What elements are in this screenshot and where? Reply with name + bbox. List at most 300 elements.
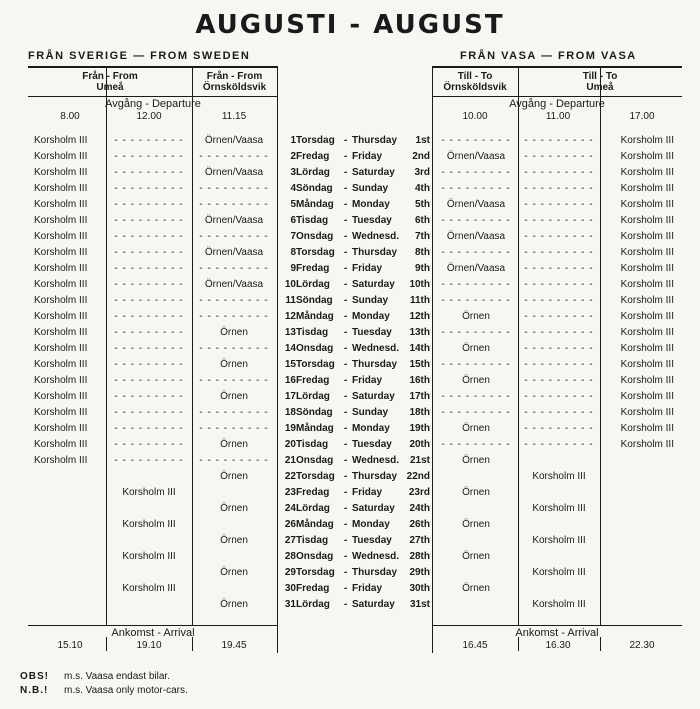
day-ordinal: 6th xyxy=(415,215,430,226)
cell-umea-in-11: - - - - - - - - - xyxy=(524,311,594,322)
table-row xyxy=(0,502,700,518)
day-ordinal: 7th xyxy=(415,231,430,242)
cell-ornsk-in: Örnen xyxy=(462,375,490,386)
table-row xyxy=(0,342,700,358)
cell-umea-in-11: Korsholm III xyxy=(532,567,586,578)
cell-ornsk-out: - - - - - - - - - xyxy=(199,151,269,162)
day-ordinal: 9th xyxy=(415,263,430,274)
day-ordinal: 30th xyxy=(409,583,430,594)
day-ordinal: 16th xyxy=(409,375,430,386)
cell-umea-out: Korsholm III xyxy=(34,327,88,338)
cell-umea-in-11: - - - - - - - - - xyxy=(524,439,594,450)
table-row xyxy=(0,310,700,326)
cell-ornsk-in: Örnen xyxy=(462,487,490,498)
day-name-en: Sunday xyxy=(352,407,389,418)
cell-ornsk-out: - - - - - - - - - xyxy=(199,375,269,386)
cell-ornsk-out: Örnen xyxy=(220,503,248,514)
day-ordinal: 5th xyxy=(415,199,430,210)
cell-ornsk-in: - - - - - - - - - xyxy=(441,391,511,402)
cell-umea-in-11: Korsholm III xyxy=(532,471,586,482)
left-time-1: 8.00 xyxy=(60,111,80,122)
day-separator: - xyxy=(344,487,348,498)
day-ordinal: 18th xyxy=(409,407,430,418)
cell-umea-out: Korsholm III xyxy=(34,311,88,322)
day-name-en: Thursday xyxy=(352,135,398,146)
cell-umea-out: Korsholm III xyxy=(34,391,88,402)
day-separator: - xyxy=(344,407,348,418)
day-name-en: Wednesd. xyxy=(352,231,400,242)
day-name-sv: Fredag xyxy=(296,375,330,386)
day-separator: - xyxy=(344,583,348,594)
cell-umea-in-11: - - - - - - - - - xyxy=(524,215,594,226)
table-row xyxy=(0,134,700,150)
day-name-en: Friday xyxy=(352,151,383,162)
cell-umea-in-11: - - - - - - - - - xyxy=(524,199,594,210)
left-header-ornskoldsvik: Från - From Örnsköldsvik xyxy=(202,71,267,93)
day-number: 5 xyxy=(290,199,296,210)
table-row xyxy=(0,358,700,374)
cell-umea-out-12: - - - - - - - - - xyxy=(114,343,184,354)
right-header-rule xyxy=(432,96,682,97)
day-name-sv: Torsdag xyxy=(296,247,335,258)
right-bottom-rule xyxy=(432,625,682,626)
day-name-sv: Lördag xyxy=(296,167,330,178)
table-row xyxy=(0,566,700,582)
day-name-en: Saturday xyxy=(352,279,395,290)
day-name-en: Friday xyxy=(352,487,383,498)
day-ordinal: 15th xyxy=(409,359,430,370)
cell-ornsk-in: - - - - - - - - - xyxy=(441,247,511,258)
cell-umea-in-11: - - - - - - - - - xyxy=(524,423,594,434)
day-name-sv: Söndag xyxy=(296,407,333,418)
cell-ornsk-in: - - - - - - - - - xyxy=(441,279,511,290)
cell-umea-out: Korsholm III xyxy=(34,151,88,162)
day-name-sv: Onsdag xyxy=(296,343,334,354)
day-name-en: Wednesd. xyxy=(352,343,400,354)
table-row xyxy=(0,582,700,598)
day-name-sv: Lördag xyxy=(296,391,330,402)
day-number: 24 xyxy=(284,503,296,514)
day-separator: - xyxy=(344,135,348,146)
cell-ornsk-out: Örnen xyxy=(220,391,248,402)
day-name-sv: Tisdag xyxy=(296,215,329,226)
cell-ornsk-out: Örnen xyxy=(220,327,248,338)
day-number: 26 xyxy=(284,519,296,530)
cell-umea-in-11: - - - - - - - - - xyxy=(524,343,594,354)
day-number: 1 xyxy=(290,135,296,146)
day-separator: - xyxy=(344,231,348,242)
cell-umea-in-17: Korsholm III xyxy=(620,263,674,274)
day-separator: - xyxy=(344,439,348,450)
cell-ornsk-in: - - - - - - - - - xyxy=(441,359,511,370)
day-ordinal: 4th xyxy=(415,183,430,194)
cell-umea-in-17: Korsholm III xyxy=(620,183,674,194)
day-separator: - xyxy=(344,423,348,434)
day-separator: - xyxy=(344,391,348,402)
cell-ornsk-out: - - - - - - - - - xyxy=(199,183,269,194)
table-row xyxy=(0,326,700,342)
day-name-en: Friday xyxy=(352,375,383,386)
day-name-sv: Tisdag xyxy=(296,327,329,338)
day-name-sv: Onsdag xyxy=(296,231,334,242)
day-separator: - xyxy=(344,503,348,514)
day-name-sv: Fredag xyxy=(296,263,330,274)
table-row xyxy=(0,294,700,310)
day-number: 21 xyxy=(284,455,296,466)
table-row xyxy=(0,598,700,614)
cell-umea-out: Korsholm III xyxy=(34,295,88,306)
day-name-sv: Måndag xyxy=(296,311,334,322)
cell-ornsk-out: Örnen xyxy=(220,439,248,450)
cell-umea-out-12: - - - - - - - - - xyxy=(114,263,184,274)
day-separator: - xyxy=(344,183,348,194)
right-arrival-1: 16.45 xyxy=(462,640,488,651)
cell-umea-out: Korsholm III xyxy=(34,215,88,226)
cell-ornsk-out: - - - - - - - - - xyxy=(199,423,269,434)
cell-umea-out-12: - - - - - - - - - xyxy=(114,423,184,434)
table-row xyxy=(0,438,700,454)
day-number: 11 xyxy=(285,295,296,306)
cell-umea-in-11: Korsholm III xyxy=(532,503,586,514)
day-ordinal: 27th xyxy=(409,535,430,546)
right-arrival-3: 22.30 xyxy=(629,640,655,651)
cell-ornsk-out: - - - - - - - - - xyxy=(199,295,269,306)
cell-ornsk-out: Örnen xyxy=(220,567,248,578)
day-separator: - xyxy=(344,199,348,210)
cell-ornsk-in: Örnen xyxy=(462,583,490,594)
cell-umea-out-12: - - - - - - - - - xyxy=(114,375,184,386)
cell-umea-out: Korsholm III xyxy=(34,343,88,354)
day-name-sv: Torsdag xyxy=(296,567,335,578)
cell-umea-out: Korsholm III xyxy=(34,455,88,466)
cell-umea-in-11: - - - - - - - - - xyxy=(524,247,594,258)
table-row xyxy=(0,486,700,502)
day-name-sv: Lördag xyxy=(296,279,330,290)
right-header-ornskoldsvik: Till - To Örnsköldsvik xyxy=(443,71,507,93)
day-number: 15 xyxy=(284,359,296,370)
day-name-en: Thursday xyxy=(352,471,398,482)
cell-ornsk-in: - - - - - - - - - xyxy=(441,439,511,450)
cell-ornsk-in: - - - - - - - - - xyxy=(441,295,511,306)
table-row xyxy=(0,534,700,550)
cell-umea-in-17: Korsholm III xyxy=(620,215,674,226)
day-separator: - xyxy=(344,471,348,482)
cell-umea-in-11: - - - - - - - - - xyxy=(524,167,594,178)
cell-ornsk-out: Örnen/Vaasa xyxy=(204,279,264,290)
left-top-rule xyxy=(28,66,278,68)
day-name-sv: Fredag xyxy=(296,151,330,162)
day-separator: - xyxy=(344,247,348,258)
day-ordinal: 14th xyxy=(409,343,430,354)
day-number: 12 xyxy=(284,311,296,322)
cell-umea-out-12: - - - - - - - - - xyxy=(114,407,184,418)
day-name-sv: Lördag xyxy=(296,599,330,610)
cell-umea-in-17: Korsholm III xyxy=(620,439,674,450)
cell-ornsk-in: - - - - - - - - - xyxy=(441,215,511,226)
day-ordinal: 21st xyxy=(409,455,430,466)
cell-umea-in-11: - - - - - - - - - xyxy=(524,151,594,162)
cell-ornsk-in: Örnen xyxy=(462,311,490,322)
cell-umea-in-11: - - - - - - - - - xyxy=(524,231,594,242)
day-ordinal: 2nd xyxy=(412,151,430,162)
day-number: 22 xyxy=(284,471,296,482)
right-header-umea: Till - To Umeå xyxy=(582,71,618,93)
cell-ornsk-in: Örnen/Vaasa xyxy=(446,199,506,210)
day-name-en: Saturday xyxy=(352,599,395,610)
right-arr-tick-2 xyxy=(600,637,601,651)
day-name-en: Monday xyxy=(352,199,390,210)
day-ordinal: 11th xyxy=(409,295,430,306)
left-arr-tick-1 xyxy=(106,637,107,651)
cell-umea-out-12: - - - - - - - - - xyxy=(114,231,184,242)
table-row xyxy=(0,182,700,198)
day-name-en: Thursday xyxy=(352,359,398,370)
day-name-en: Wednesd. xyxy=(352,551,400,562)
day-name-en: Tuesday xyxy=(352,327,392,338)
cell-umea-out: Korsholm III xyxy=(34,167,88,178)
right-arr-tick-1 xyxy=(518,637,519,651)
day-name-sv: Onsdag xyxy=(296,551,334,562)
right-top-rule xyxy=(432,66,682,68)
day-name-en: Saturday xyxy=(352,503,395,514)
day-separator: - xyxy=(344,215,348,226)
cell-umea-in-11: - - - - - - - - - xyxy=(524,135,594,146)
cell-umea-out: Korsholm III xyxy=(34,135,88,146)
day-number: 19 xyxy=(284,423,296,434)
day-name-sv: Torsdag xyxy=(296,471,335,482)
day-number: 6 xyxy=(290,215,296,226)
day-name-en: Friday xyxy=(352,263,383,274)
day-name-en: Sunday xyxy=(352,295,389,306)
day-name-en: Tuesday xyxy=(352,215,392,226)
day-name-sv: Lördag xyxy=(296,503,330,514)
left-arrival-1: 15.10 xyxy=(57,640,83,651)
cell-umea-in-17: Korsholm III xyxy=(620,199,674,210)
day-name-en: Monday xyxy=(352,519,390,530)
day-separator: - xyxy=(344,263,348,274)
right-section-label: FRÅN VASA — FROM VASA xyxy=(460,50,637,62)
left-header-umea: Från - From Umeå xyxy=(82,71,138,93)
day-separator: - xyxy=(344,599,348,610)
cell-umea-out-12: Korsholm III xyxy=(122,551,176,562)
day-name-sv: Fredag xyxy=(296,583,330,594)
day-name-sv: Torsdag xyxy=(296,135,335,146)
day-ordinal: 3rd xyxy=(414,167,430,178)
left-arr-tick-2 xyxy=(192,637,193,651)
cell-umea-out-12: - - - - - - - - - xyxy=(114,439,184,450)
day-separator: - xyxy=(344,519,348,530)
day-number: 17 xyxy=(284,391,296,402)
left-time-3: 11.15 xyxy=(221,111,247,122)
day-separator: - xyxy=(344,311,348,322)
day-name-en: Monday xyxy=(352,423,390,434)
right-departure-label: Avgång - Departure xyxy=(509,98,605,110)
cell-umea-out: Korsholm III xyxy=(34,199,88,210)
cell-ornsk-out: - - - - - - - - - xyxy=(199,263,269,274)
day-ordinal: 26th xyxy=(409,519,430,530)
day-name-en: Monday xyxy=(352,311,390,322)
table-row xyxy=(0,262,700,278)
cell-umea-out: Korsholm III xyxy=(34,279,88,290)
day-number: 9 xyxy=(290,263,296,274)
cell-umea-in-17: Korsholm III xyxy=(620,359,674,370)
cell-umea-out-12: - - - - - - - - - xyxy=(114,215,184,226)
day-separator: - xyxy=(344,151,348,162)
day-name-sv: Måndag xyxy=(296,199,334,210)
day-number: 27 xyxy=(284,535,296,546)
cell-ornsk-in: Örnen xyxy=(462,455,490,466)
cell-umea-out-12: - - - - - - - - - xyxy=(114,183,184,194)
cell-umea-in-17: Korsholm III xyxy=(620,279,674,290)
cell-umea-out-12: - - - - - - - - - xyxy=(114,279,184,290)
day-separator: - xyxy=(344,327,348,338)
cell-ornsk-in: Örnen xyxy=(462,343,490,354)
day-separator: - xyxy=(344,279,348,290)
cell-ornsk-in: Örnen xyxy=(462,423,490,434)
cell-umea-out: Korsholm III xyxy=(34,439,88,450)
cell-umea-out: Korsholm III xyxy=(34,247,88,258)
cell-umea-out: Korsholm III xyxy=(34,183,88,194)
day-ordinal: 1st xyxy=(415,135,430,146)
cell-umea-in-17: Korsholm III xyxy=(620,343,674,354)
day-ordinal: 29th xyxy=(409,567,430,578)
day-ordinal: 12th xyxy=(409,311,430,322)
day-name-sv: Måndag xyxy=(296,423,334,434)
day-separator: - xyxy=(344,167,348,178)
day-name-en: Saturday xyxy=(352,391,395,402)
cell-ornsk-out: Örnen xyxy=(220,359,248,370)
cell-umea-in-11: - - - - - - - - - xyxy=(524,407,594,418)
table-row xyxy=(0,166,700,182)
day-name-sv: Söndag xyxy=(296,295,333,306)
day-number: 2 xyxy=(290,151,296,162)
cell-umea-out-12: - - - - - - - - - xyxy=(114,359,184,370)
right-time-3: 17.00 xyxy=(629,111,655,122)
day-ordinal: 10th xyxy=(409,279,430,290)
right-time-1: 10.00 xyxy=(462,111,488,122)
left-time-2: 12.00 xyxy=(136,111,162,122)
day-name-en: Saturday xyxy=(352,167,395,178)
cell-umea-out: Korsholm III xyxy=(34,231,88,242)
day-number: 31 xyxy=(284,599,296,610)
cell-ornsk-in: Örnen xyxy=(462,551,490,562)
page-title: AUGUSTI - AUGUST xyxy=(195,10,505,40)
day-number: 16 xyxy=(284,375,296,386)
day-name-en: Friday xyxy=(352,583,383,594)
day-name-sv: Torsdag xyxy=(296,359,335,370)
day-name-en: Thursday xyxy=(352,247,398,258)
day-ordinal: 20th xyxy=(409,439,430,450)
cell-umea-in-11: Korsholm III xyxy=(532,535,586,546)
cell-umea-in-11: - - - - - - - - - xyxy=(524,327,594,338)
day-separator: - xyxy=(344,295,348,306)
left-header-rule xyxy=(28,96,278,97)
day-name-sv: Fredag xyxy=(296,487,330,498)
table-row xyxy=(0,150,700,166)
table-row xyxy=(0,278,700,294)
day-name-en: Wednesd. xyxy=(352,455,400,466)
left-arrival-label: Ankomst - Arrival xyxy=(111,627,195,639)
cell-umea-out-12: - - - - - - - - - xyxy=(114,199,184,210)
cell-umea-in-17: Korsholm III xyxy=(620,295,674,306)
cell-umea-out-12: - - - - - - - - - xyxy=(114,295,184,306)
day-ordinal: 22nd xyxy=(406,471,430,482)
cell-umea-in-17: Korsholm III xyxy=(620,135,674,146)
cell-ornsk-in: - - - - - - - - - xyxy=(441,135,511,146)
cell-umea-in-17: Korsholm III xyxy=(620,167,674,178)
cell-umea-out: Korsholm III xyxy=(34,375,88,386)
cell-umea-out-12: - - - - - - - - - xyxy=(114,455,184,466)
day-name-sv: Söndag xyxy=(296,183,333,194)
right-time-2: 11.00 xyxy=(545,111,571,122)
cell-umea-out: Korsholm III xyxy=(34,423,88,434)
table-row xyxy=(0,550,700,566)
day-name-sv: Tisdag xyxy=(296,439,329,450)
cell-umea-in-11: - - - - - - - - - xyxy=(524,183,594,194)
day-ordinal: 8th xyxy=(415,247,430,258)
table-row xyxy=(0,454,700,470)
cell-umea-in-11: - - - - - - - - - xyxy=(524,359,594,370)
day-name-sv: Onsdag xyxy=(296,455,334,466)
day-number: 23 xyxy=(284,487,296,498)
cell-ornsk-out: Örnen xyxy=(220,599,248,610)
table-row xyxy=(0,390,700,406)
day-name-en: Thursday xyxy=(352,567,398,578)
table-row xyxy=(0,198,700,214)
cell-ornsk-out: - - - - - - - - - xyxy=(199,199,269,210)
day-name-en: Tuesday xyxy=(352,535,392,546)
cell-umea-out-12: - - - - - - - - - xyxy=(114,151,184,162)
right-arrival-2: 16.30 xyxy=(545,640,571,651)
day-number: 14 xyxy=(284,343,296,354)
day-ordinal: 28th xyxy=(409,551,430,562)
cell-umea-in-17: Korsholm III xyxy=(620,375,674,386)
day-separator: - xyxy=(344,375,348,386)
day-separator: - xyxy=(344,551,348,562)
cell-umea-in-11: Korsholm III xyxy=(532,599,586,610)
cell-ornsk-out: Örnen/Vaasa xyxy=(204,215,264,226)
cell-umea-out: Korsholm III xyxy=(34,359,88,370)
table-row xyxy=(0,374,700,390)
cell-ornsk-out: Örnen/Vaasa xyxy=(204,247,264,258)
day-ordinal: 24th xyxy=(409,503,430,514)
cell-ornsk-out: - - - - - - - - - xyxy=(199,343,269,354)
cell-umea-out-12: - - - - - - - - - xyxy=(114,391,184,402)
cell-umea-in-17: Korsholm III xyxy=(620,327,674,338)
footnote-obs: OBS! m.s. Vaasa endast bilar. xyxy=(20,671,170,682)
day-number: 18 xyxy=(284,407,296,418)
cell-ornsk-in: Örnen/Vaasa xyxy=(446,151,506,162)
day-number: 20 xyxy=(284,439,296,450)
left-bottom-rule xyxy=(28,625,278,626)
day-ordinal: 19th xyxy=(409,423,430,434)
cell-ornsk-out: Örnen/Vaasa xyxy=(204,167,264,178)
day-number: 8 xyxy=(290,247,296,258)
cell-umea-out-12: - - - - - - - - - xyxy=(114,311,184,322)
cell-ornsk-out: Örnen xyxy=(220,535,248,546)
day-separator: - xyxy=(344,359,348,370)
left-departure-label: Avgång - Departure xyxy=(105,98,201,110)
cell-ornsk-in: - - - - - - - - - xyxy=(441,183,511,194)
cell-umea-in-17: Korsholm III xyxy=(620,151,674,162)
cell-umea-in-17: Korsholm III xyxy=(620,423,674,434)
cell-umea-out-12: - - - - - - - - - xyxy=(114,247,184,258)
cell-umea-in-11: - - - - - - - - - xyxy=(524,391,594,402)
left-arrival-2: 19.10 xyxy=(136,640,162,651)
day-number: 13 xyxy=(284,327,296,338)
day-name-en: Tuesday xyxy=(352,439,392,450)
cell-umea-out-12: Korsholm III xyxy=(122,519,176,530)
